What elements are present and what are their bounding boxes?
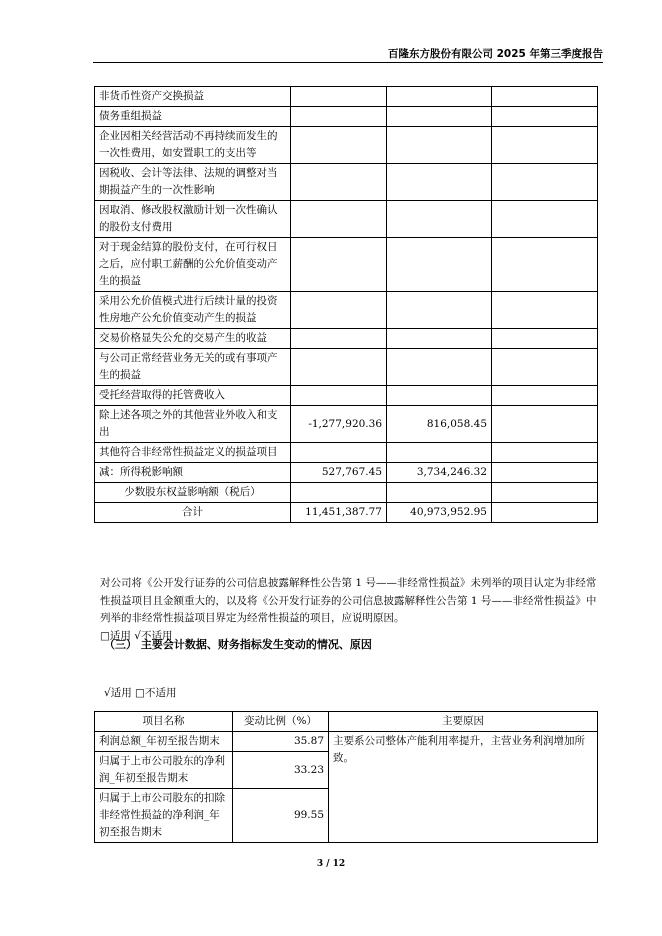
- item-name: 归属于上市公司股东的净利润_年初至报告期末: [95, 752, 233, 789]
- cell-value: 11,451,387.77: [291, 503, 387, 523]
- row-label: 交易价格显失公允的交易产生的收益: [95, 329, 291, 349]
- row-label: 与公司正常经营业务无关的或有事项产生的损益: [95, 349, 291, 386]
- cell-value: [291, 386, 387, 406]
- cell-value: [291, 329, 387, 349]
- table-header-row: [95, 712, 598, 732]
- row-label: 因取消、修改股权激励计划一次性确认的股份支付费用: [95, 201, 291, 238]
- cell-value: [291, 238, 387, 292]
- table-row: [95, 238, 598, 292]
- section-title: （三） 主要会计数据、财务指标发生变动的情况、原因: [104, 638, 372, 651]
- cell-note: [492, 87, 598, 107]
- cell-value: [387, 164, 492, 201]
- cell-note: [492, 443, 598, 463]
- cell-value: [387, 107, 492, 127]
- column-header: 变动比例（%）: [233, 712, 329, 732]
- cell-value: [291, 483, 387, 503]
- non-recurring-items-table: [94, 86, 598, 523]
- table-row: [95, 87, 598, 107]
- table-row: [95, 164, 598, 201]
- column-header: 主要原因: [329, 712, 598, 732]
- cell-value: [291, 443, 387, 463]
- header-divider: [93, 62, 603, 63]
- cell-value: [387, 201, 492, 238]
- main-reason: 主要系公司整体产能利用率提升，主营业务利润增加所致。: [329, 732, 598, 843]
- note-text: 对公司将《公开发行证券的公司信息披露解释性公告第 1 号——非经常性损益》未列举的项目认定为非经常性损益项目且金额重大的，以及将《公开发行证券的公司信息披露解释性公告第 1 号——非经常性损益》中列举的非经常性损益项目界定为经常性损益的项目，应说明原因。: [100, 577, 597, 624]
- table-row-total: [95, 503, 598, 523]
- row-label: 减：所得税影响额: [95, 463, 291, 483]
- cell-value: [387, 238, 492, 292]
- cell-value: [291, 127, 387, 164]
- table-row: [95, 107, 598, 127]
- cell-value: [387, 127, 492, 164]
- cell-value: [291, 107, 387, 127]
- change-ratio: 99.55: [233, 789, 329, 843]
- cell-value: [291, 349, 387, 386]
- cell-value: 40,973,952.95: [387, 503, 492, 523]
- cell-value: [387, 443, 492, 463]
- cell-note: [492, 386, 598, 406]
- cell-note: [492, 503, 598, 523]
- row-label: 对于现金结算的股份支付，在可行权日之后，应付职工薪酬的公允价值变动产生的损益: [95, 238, 291, 292]
- row-label: 少数股东权益影响额（税后）: [95, 483, 291, 503]
- cell-note: [492, 349, 598, 386]
- table-row: [95, 483, 598, 503]
- row-label: 除上述各项之外的其他营业外收入和支出: [95, 406, 291, 443]
- cell-value: [291, 201, 387, 238]
- cell-note: [492, 406, 598, 443]
- cell-value: -1,277,920.36: [291, 406, 387, 443]
- row-label: 因税收、会计等法律、法规的调整对当期损益产生的一次性影响: [95, 164, 291, 201]
- page-number: 3 / 12: [316, 859, 346, 869]
- cell-value: [387, 87, 492, 107]
- column-header: 项目名称: [95, 712, 233, 732]
- table-row: [95, 349, 598, 386]
- cell-value: 3,734,246.32: [387, 463, 492, 483]
- row-label: 受托经营取得的托管费收入: [95, 386, 291, 406]
- row-label: 采用公允价值模式进行后续计量的投资性房地产公允价值变动产生的损益: [95, 292, 291, 329]
- change-ratio: 33.23: [233, 752, 329, 789]
- applicable-status: □适用 √不适用: [100, 629, 173, 642]
- table-row: [95, 127, 598, 164]
- cell-note: [492, 164, 598, 201]
- explanatory-note: [100, 575, 600, 645]
- row-label: 企业因相关经营活动不再持续而发生的一次性费用，如安置职工的支出等: [95, 127, 291, 164]
- cell-note: [492, 201, 598, 238]
- cell-note: [492, 463, 598, 483]
- table-row: [95, 463, 598, 483]
- table-row: [95, 292, 598, 329]
- cell-value: 527,767.45: [291, 463, 387, 483]
- applicable-status: √适用 □不适用: [104, 687, 177, 699]
- table-row: [95, 732, 598, 752]
- cell-value: [387, 329, 492, 349]
- cell-note: [492, 329, 598, 349]
- cell-note: [492, 107, 598, 127]
- cell-value: [387, 483, 492, 503]
- table-row: [95, 201, 598, 238]
- row-label: 债务重组损益: [95, 107, 291, 127]
- table-row: [95, 443, 598, 463]
- item-name: 归属于上市公司股东的扣除非经常性损益的净利润_年初至报告期末: [95, 789, 233, 843]
- indicator-change-table: [94, 711, 598, 843]
- cell-value: [291, 164, 387, 201]
- cell-value: [291, 87, 387, 107]
- cell-note: [492, 483, 598, 503]
- report-header: 百隆东方股份有限公司 2025 年第三季度报告: [387, 48, 603, 60]
- cell-value: 816,058.45: [387, 406, 492, 443]
- cell-value: [387, 292, 492, 329]
- cell-value: [387, 386, 492, 406]
- cell-note: [492, 127, 598, 164]
- table-row: [95, 386, 598, 406]
- table-row: [95, 406, 598, 443]
- change-ratio: 35.87: [233, 732, 329, 752]
- item-name: 利润总额_年初至报告期末: [95, 732, 233, 752]
- cell-value: [291, 292, 387, 329]
- row-label: 合计: [95, 503, 291, 523]
- row-label: 非货币性资产交换损益: [95, 87, 291, 107]
- cell-note: [492, 238, 598, 292]
- cell-value: [387, 349, 492, 386]
- cell-note: [492, 292, 598, 329]
- table-row: [95, 329, 598, 349]
- row-label: 其他符合非经常性损益定义的损益项目: [95, 443, 291, 463]
